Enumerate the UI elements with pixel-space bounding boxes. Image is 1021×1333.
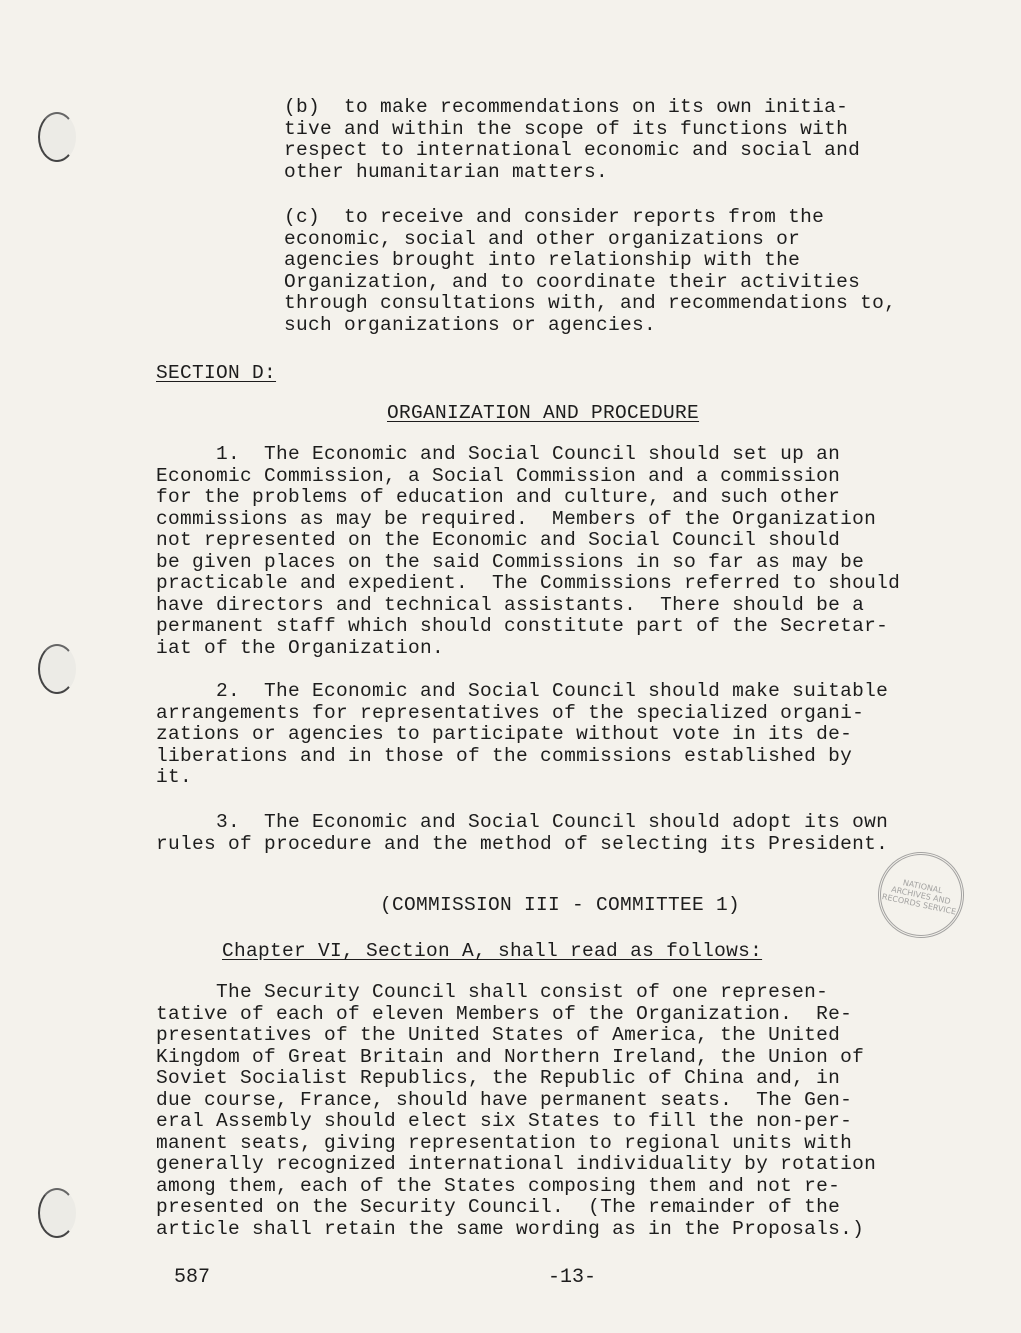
text-line: have directors and technical assistants. There should be a	[156, 593, 865, 616]
archive-stamp: NATIONAL ARCHIVES AND RECORDS SERVICE	[870, 844, 972, 946]
text-line: Soviet Socialist Republics, the Republic of China and, in	[156, 1067, 841, 1089]
binder-hole-icon	[38, 1188, 76, 1238]
text-line: through consultations with, and recommendations to,	[284, 292, 897, 314]
paragraph-b	[284, 97, 860, 183]
page-number: -13-	[548, 1266, 597, 1289]
item-3	[156, 812, 888, 855]
text-line: rules of procedure and the method of selecting its President.	[156, 832, 889, 855]
document-number: 587	[174, 1266, 211, 1289]
text-line: zations or agencies to participate without vote in its de-	[156, 723, 853, 745]
item-1	[156, 444, 900, 659]
text-line: eral Assembly should elect six States to fill the non-per-	[156, 1110, 853, 1132]
text-line: tative of each of eleven Members of the Organization. Re-	[156, 1002, 853, 1025]
text-line: (c) to receive and consider reports from the	[284, 206, 825, 228]
binder-hole-icon	[38, 112, 76, 162]
text-line: generally recognized international individuality by rotation	[156, 1153, 877, 1175]
text-line: liberations and in those of the commissions established by	[156, 744, 853, 767]
paragraph-c	[284, 207, 896, 336]
text-line: commissions as may be required. Members of the Organization	[156, 507, 877, 530]
text-line: manent seats, giving representation to regional units with	[156, 1131, 853, 1154]
text-line: article shall retain the same wording as in the Proposals.)	[156, 1217, 865, 1240]
text-line: for the problems of education and culture, and such other	[156, 486, 841, 508]
section-label: SECTION D:	[156, 362, 277, 384]
text-line: Kingdom of Great Britain and Northern Ireland, the Union of	[156, 1045, 865, 1068]
commission-heading: (COMMISSION III - COMMITTEE 1)	[380, 894, 741, 916]
text-line: it.	[156, 766, 193, 788]
text-line: (b) to make recommendations on its own initia-	[284, 96, 849, 118]
text-line: agencies brought into relationship with the	[284, 249, 801, 271]
text-line: Organization, and to coordinate their activities	[284, 270, 861, 293]
text-line: presentatives of the United States of America, the United	[156, 1024, 841, 1046]
text-line: economic, social and other organizations or	[284, 227, 801, 250]
text-line: other humanitarian matters.	[284, 160, 609, 183]
chapter-heading: Chapter VI, Section A, shall read as follows:	[222, 940, 763, 962]
item-2	[156, 681, 888, 789]
text-line: due course, France, should have permanent seats. The Gen-	[156, 1088, 853, 1111]
text-line: iat of the Organization.	[156, 636, 445, 659]
text-line: not represented on the Economic and Social Council should	[156, 529, 841, 551]
text-line: arrangements for representatives of the specialized organi-	[156, 701, 865, 724]
text-line: tive and within the scope of its functions with	[284, 117, 849, 140]
text-line: permanent staff which should constitute part of the Secretar-	[156, 615, 889, 637]
text-line: be given places on the said Commissions in so far as may be	[156, 550, 865, 573]
text-line: respect to international economic and social and	[284, 139, 861, 161]
text-line: practicable and expedient. The Commissions referred to should	[156, 572, 901, 594]
text-line: 1. The Economic and Social Council should set up an	[156, 443, 841, 465]
security-council-paragraph	[156, 982, 876, 1240]
text-line: presented on the Security Council. (The remainder of the	[156, 1196, 841, 1218]
text-line: among them, each of the States composing them and not re-	[156, 1174, 841, 1197]
text-line: 3. The Economic and Social Council should adopt its own	[156, 811, 889, 833]
section-title: ORGANIZATION AND PROCEDURE	[387, 402, 700, 424]
text-line: such organizations or agencies.	[284, 313, 657, 336]
text-line: The Security Council shall consist of one represen-	[156, 981, 829, 1003]
text-line: 2. The Economic and Social Council should make suitable	[156, 680, 889, 702]
text-line: Economic Commission, a Social Commission and a commission	[156, 464, 841, 487]
binder-hole-icon	[38, 644, 76, 694]
